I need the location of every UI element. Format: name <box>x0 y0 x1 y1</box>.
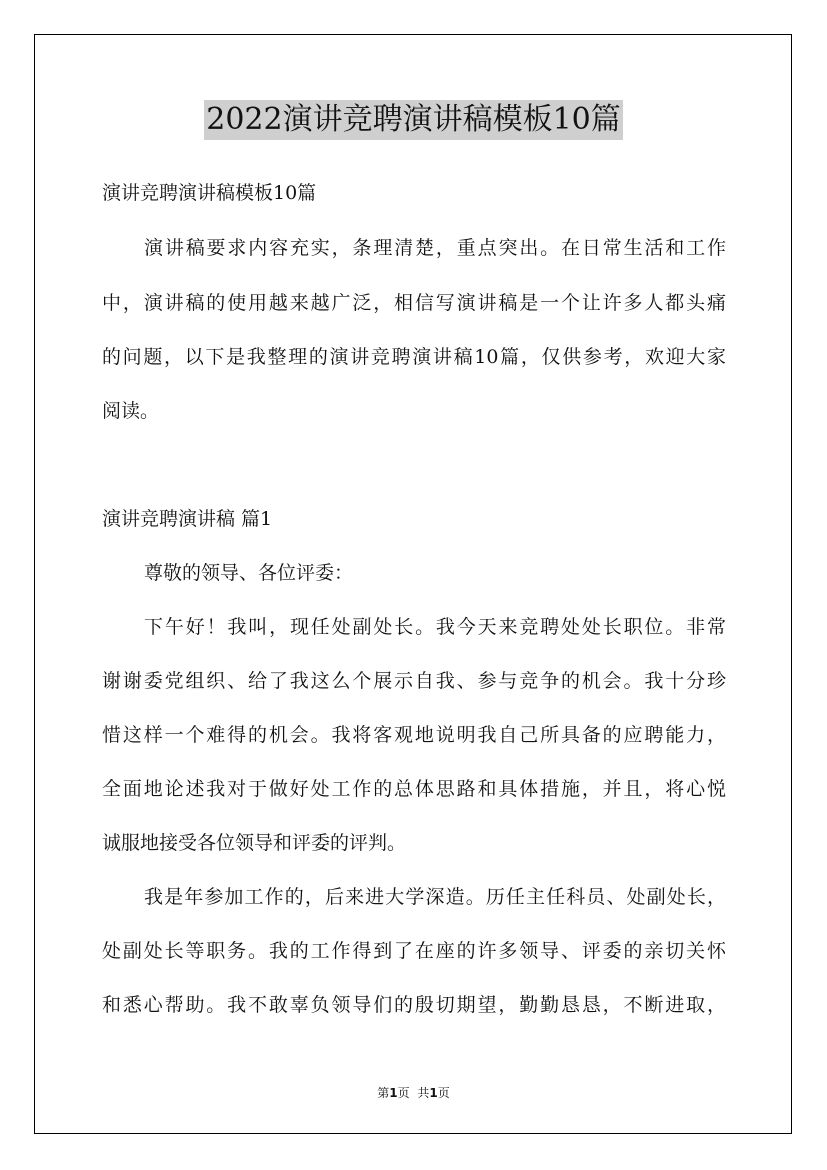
salutation: 尊敬的领导、各位评委： <box>144 562 354 584</box>
page-footer <box>0 1085 827 1101</box>
document-subtitle: 演讲竞聘演讲稿模板10篇 <box>102 182 317 204</box>
intro-line-4: 阅读。 <box>102 400 160 422</box>
document-title: 2022演讲竞聘演讲稿模板10篇 <box>204 100 623 140</box>
page-suffix: 页 <box>397 1086 410 1100</box>
section-heading: 演讲竞聘演讲稿 篇1 <box>102 508 273 530</box>
para1-line-1: 下午好！我叫，现任处副处长。我今天来竞聘处处长职位。非常 <box>144 616 726 638</box>
total-prefix: 共 <box>417 1086 430 1100</box>
total-suffix: 页 <box>437 1086 450 1100</box>
para1-line-5: 诚服地接受各位领导和评委的评判。 <box>102 832 407 854</box>
total-pages: 1 <box>429 1086 438 1100</box>
intro-line-3: 的问题，以下是我整理的演讲竞聘演讲稿10篇，仅供参考，欢迎大家 <box>102 346 726 368</box>
para2-line-1: 我是年参加工作的，后来进大学深造。历任主任科员、处副处长， <box>144 886 726 908</box>
page-prefix: 第 <box>377 1086 390 1100</box>
para1-line-3: 惜这样一个难得的机会。我将客观地说明我自己所具备的应聘能力， <box>102 724 726 746</box>
para2-line-3: 和悉心帮助。我不敢辜负领导们的殷切期望，勤勤恳恳，不断进取， <box>102 994 726 1016</box>
para1-line-4: 全面地论述我对于做好处工作的总体思路和具体措施，并且，将心悦 <box>102 778 726 800</box>
title-container <box>0 100 827 140</box>
page-number: 1 <box>389 1086 398 1100</box>
intro-line-1: 演讲稿要求内容充实，条理清楚，重点突出。在日常生活和工作 <box>144 237 726 259</box>
para1-line-2: 谢谢委党组织、给了我这么个展示自我、参与竞争的机会。我十分珍 <box>102 670 726 692</box>
para2-line-2: 处副处长等职务。我的工作得到了在座的许多领导、评委的亲切关怀 <box>102 940 726 962</box>
intro-line-2: 中，演讲稿的使用越来越广泛，相信写演讲稿是一个让许多人都头痛 <box>102 292 726 314</box>
